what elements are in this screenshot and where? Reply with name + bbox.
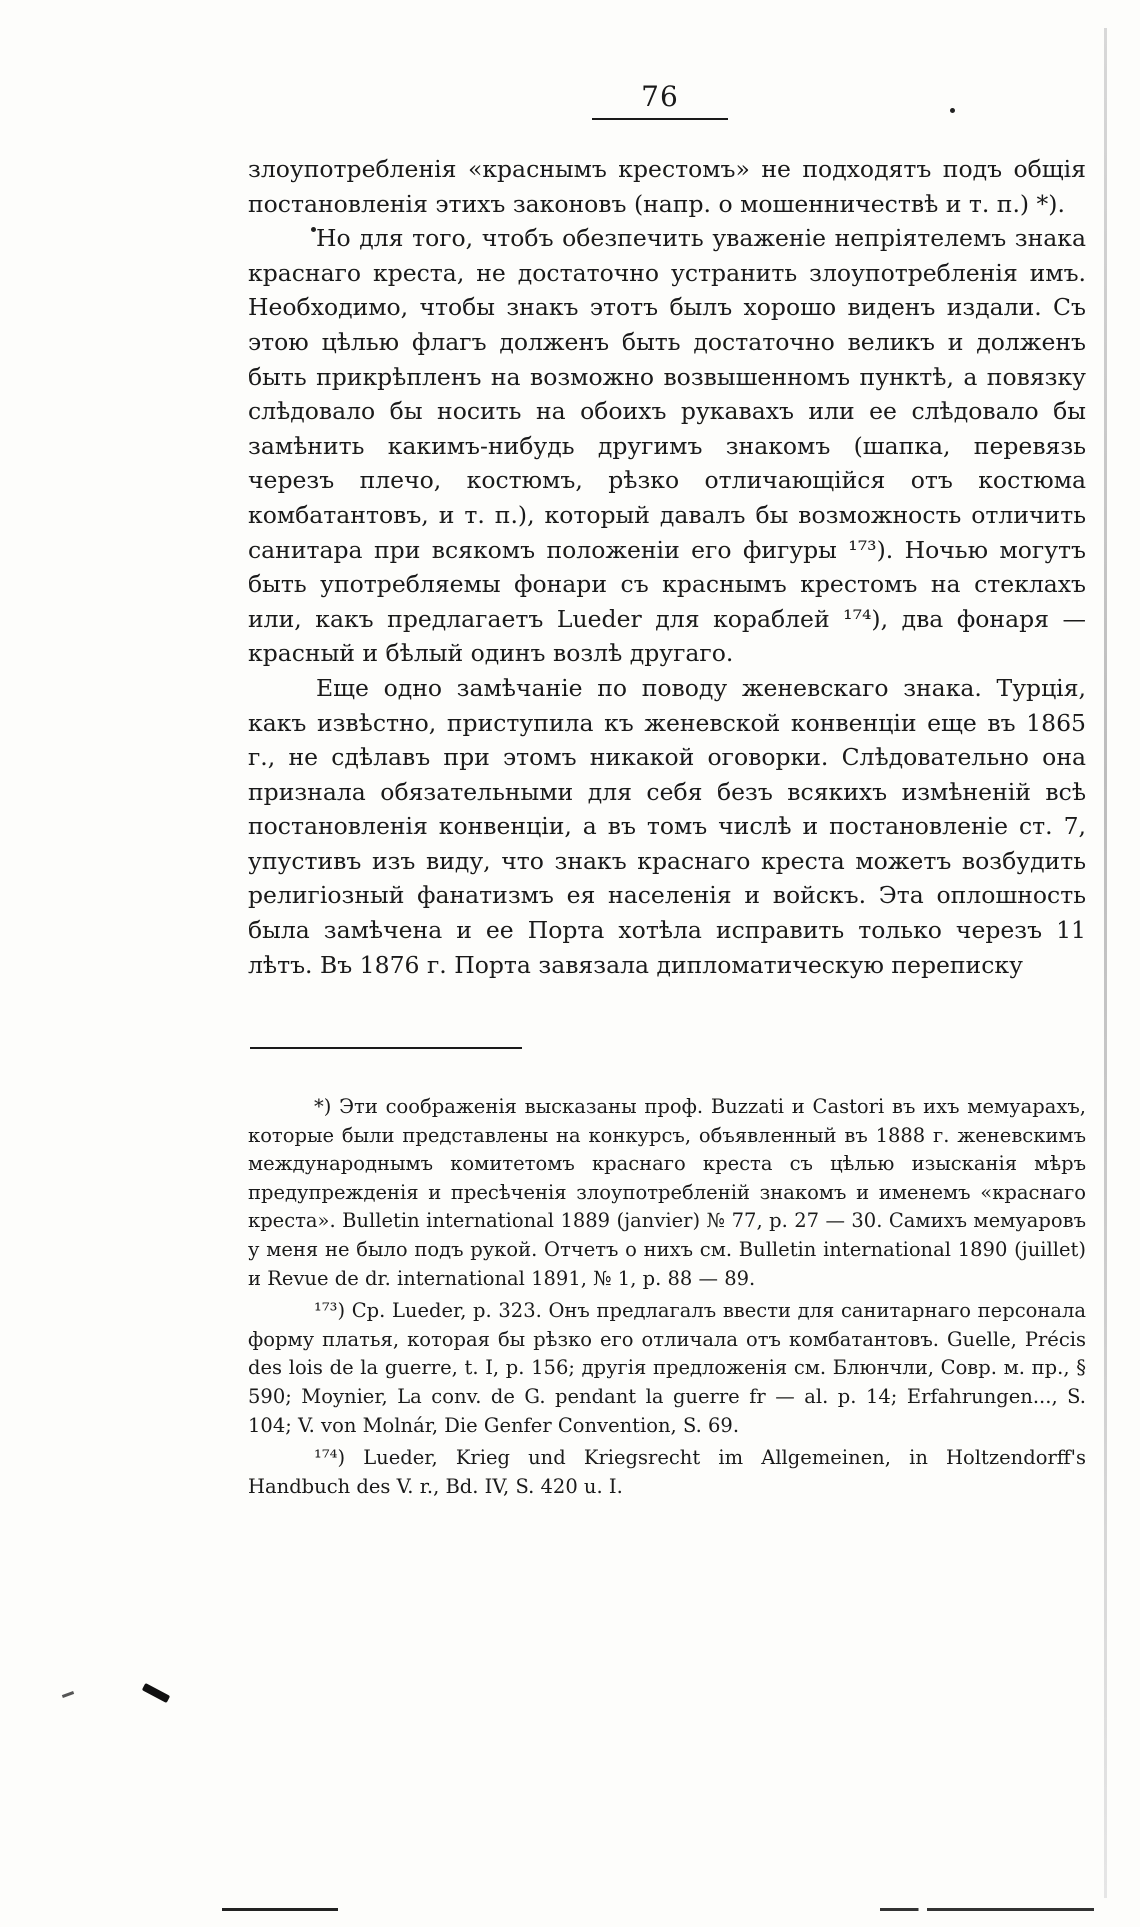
main-text <box>248 152 1086 982</box>
footnote: *) Эти соображенія высказаны проф. Buzzati и Castori въ ихъ мемуарахъ, которые были представлены на конкурсъ, объявленный въ 1888 г. женевскимъ международнымъ комитетомъ краснаго креста съ цѣлью изысканія мѣръ предупрежденія и пресѣченія злоупотребленій знакомъ и именемъ «краснаго креста». Bulletin international 1889 (janvier) № 77, p. 27 — 30. Самихъ мемуаровъ у меня не было подъ рукой. Отчетъ о нихъ см. Bulletin international 1890 (juillet) и Revue de dr. international 1891, № 1, p. 88 — 89. <box>248 1095 1086 1290</box>
page-number: 76 <box>641 80 679 113</box>
ink-dot <box>950 108 955 113</box>
page-edge-shadow <box>1104 28 1107 1898</box>
scan-artifact <box>880 1908 1094 1911</box>
footnote-separator <box>250 1047 522 1049</box>
scan-artifact <box>142 1683 170 1703</box>
page-number-rule <box>592 118 728 120</box>
footnote: ¹⁷³) Ср. Lueder, p. 323. Онъ предлагалъ ввести для санитарнаго персонала форму платья, которая бы рѣзко его отличала отъ комбатантовъ. Guelle, Précis des lois de la guerre, t. I, p. 156; другія предложенія см. Блюнчли, Совр. м. пр., § 590; Moynier, La conv. de G. pendant la guerre fr — al. p. 14; Erfahrungen..., S. 104; V. von Molnár, Die Genfer Convention, S. 69. <box>248 1299 1086 1437</box>
paragraph: Но для того, чтобъ обезпечить уваженіе непріятелемъ знака краснаго креста, не достаточно устранить злоупотребленія имъ. Необходимо, чтобы знакъ этотъ былъ хорошо виденъ издали. Съ этою цѣлью флагъ долженъ быть достаточно великъ и долженъ быть прикрѣпленъ на возможно возвышенномъ пунктѣ, а повязку слѣдовало бы носить на обоихъ рукавахъ или ее слѣдовало бы замѣнить какимъ-нибудь другимъ знакомъ (шапка, перевязь черезъ плечо, костюмъ, рѣзко отличающійся отъ костюма комбатантовъ, и т. п.), который давалъ бы возможность отличить санитара при всякомъ положеніи его фигуры ¹⁷³). Ночью могутъ быть употребляемы фонари съ краснымъ крестомъ на стеклахъ или, какъ предлагаетъ Lueder для кораблей ¹⁷⁴), два фонаря — красный и бѣлый одинъ возлѣ другаго. <box>248 224 1086 668</box>
scan-artifact <box>222 1908 338 1911</box>
footnotes <box>248 1093 1086 1505</box>
footnote: ¹⁷⁴) Lueder, Krieg und Kriegsrecht im Allgemeinen, in Holtzendorff's Handbuch des V. r., Bd. IV, S. 420 u. I. <box>248 1446 1086 1498</box>
paragraph: Еще одно замѣчаніе по поводу женевскаго знака. Турція, какъ извѣстно, приступила къ женевской конвенціи еще въ 1865 г., не сдѣлавъ при этомъ никакой оговорки. Слѣдовательно она признала обязательными для себя безъ всякихъ измѣненій всѣ постановленія конвенціи, а въ томъ числѣ и постановленіе ст. 7, упустивъ изъ виду, что знакъ краснаго креста можетъ возбудить религіозный фанатизмъ ея населенія и войскъ. Эта оплошность была замѣчена и ее Порта хотѣла исправить только черезъ 11 лѣтъ. Въ 1876 г. Порта завязала дипломатическую переписку <box>248 673 1086 979</box>
scan-artifact <box>62 1691 74 1698</box>
paragraph: злоупотребленія «краснымъ крестомъ» не подходятъ подъ общія постановленія этихъ законовъ (напр. о мошенничествѣ и т. п.) *). <box>248 155 1086 218</box>
